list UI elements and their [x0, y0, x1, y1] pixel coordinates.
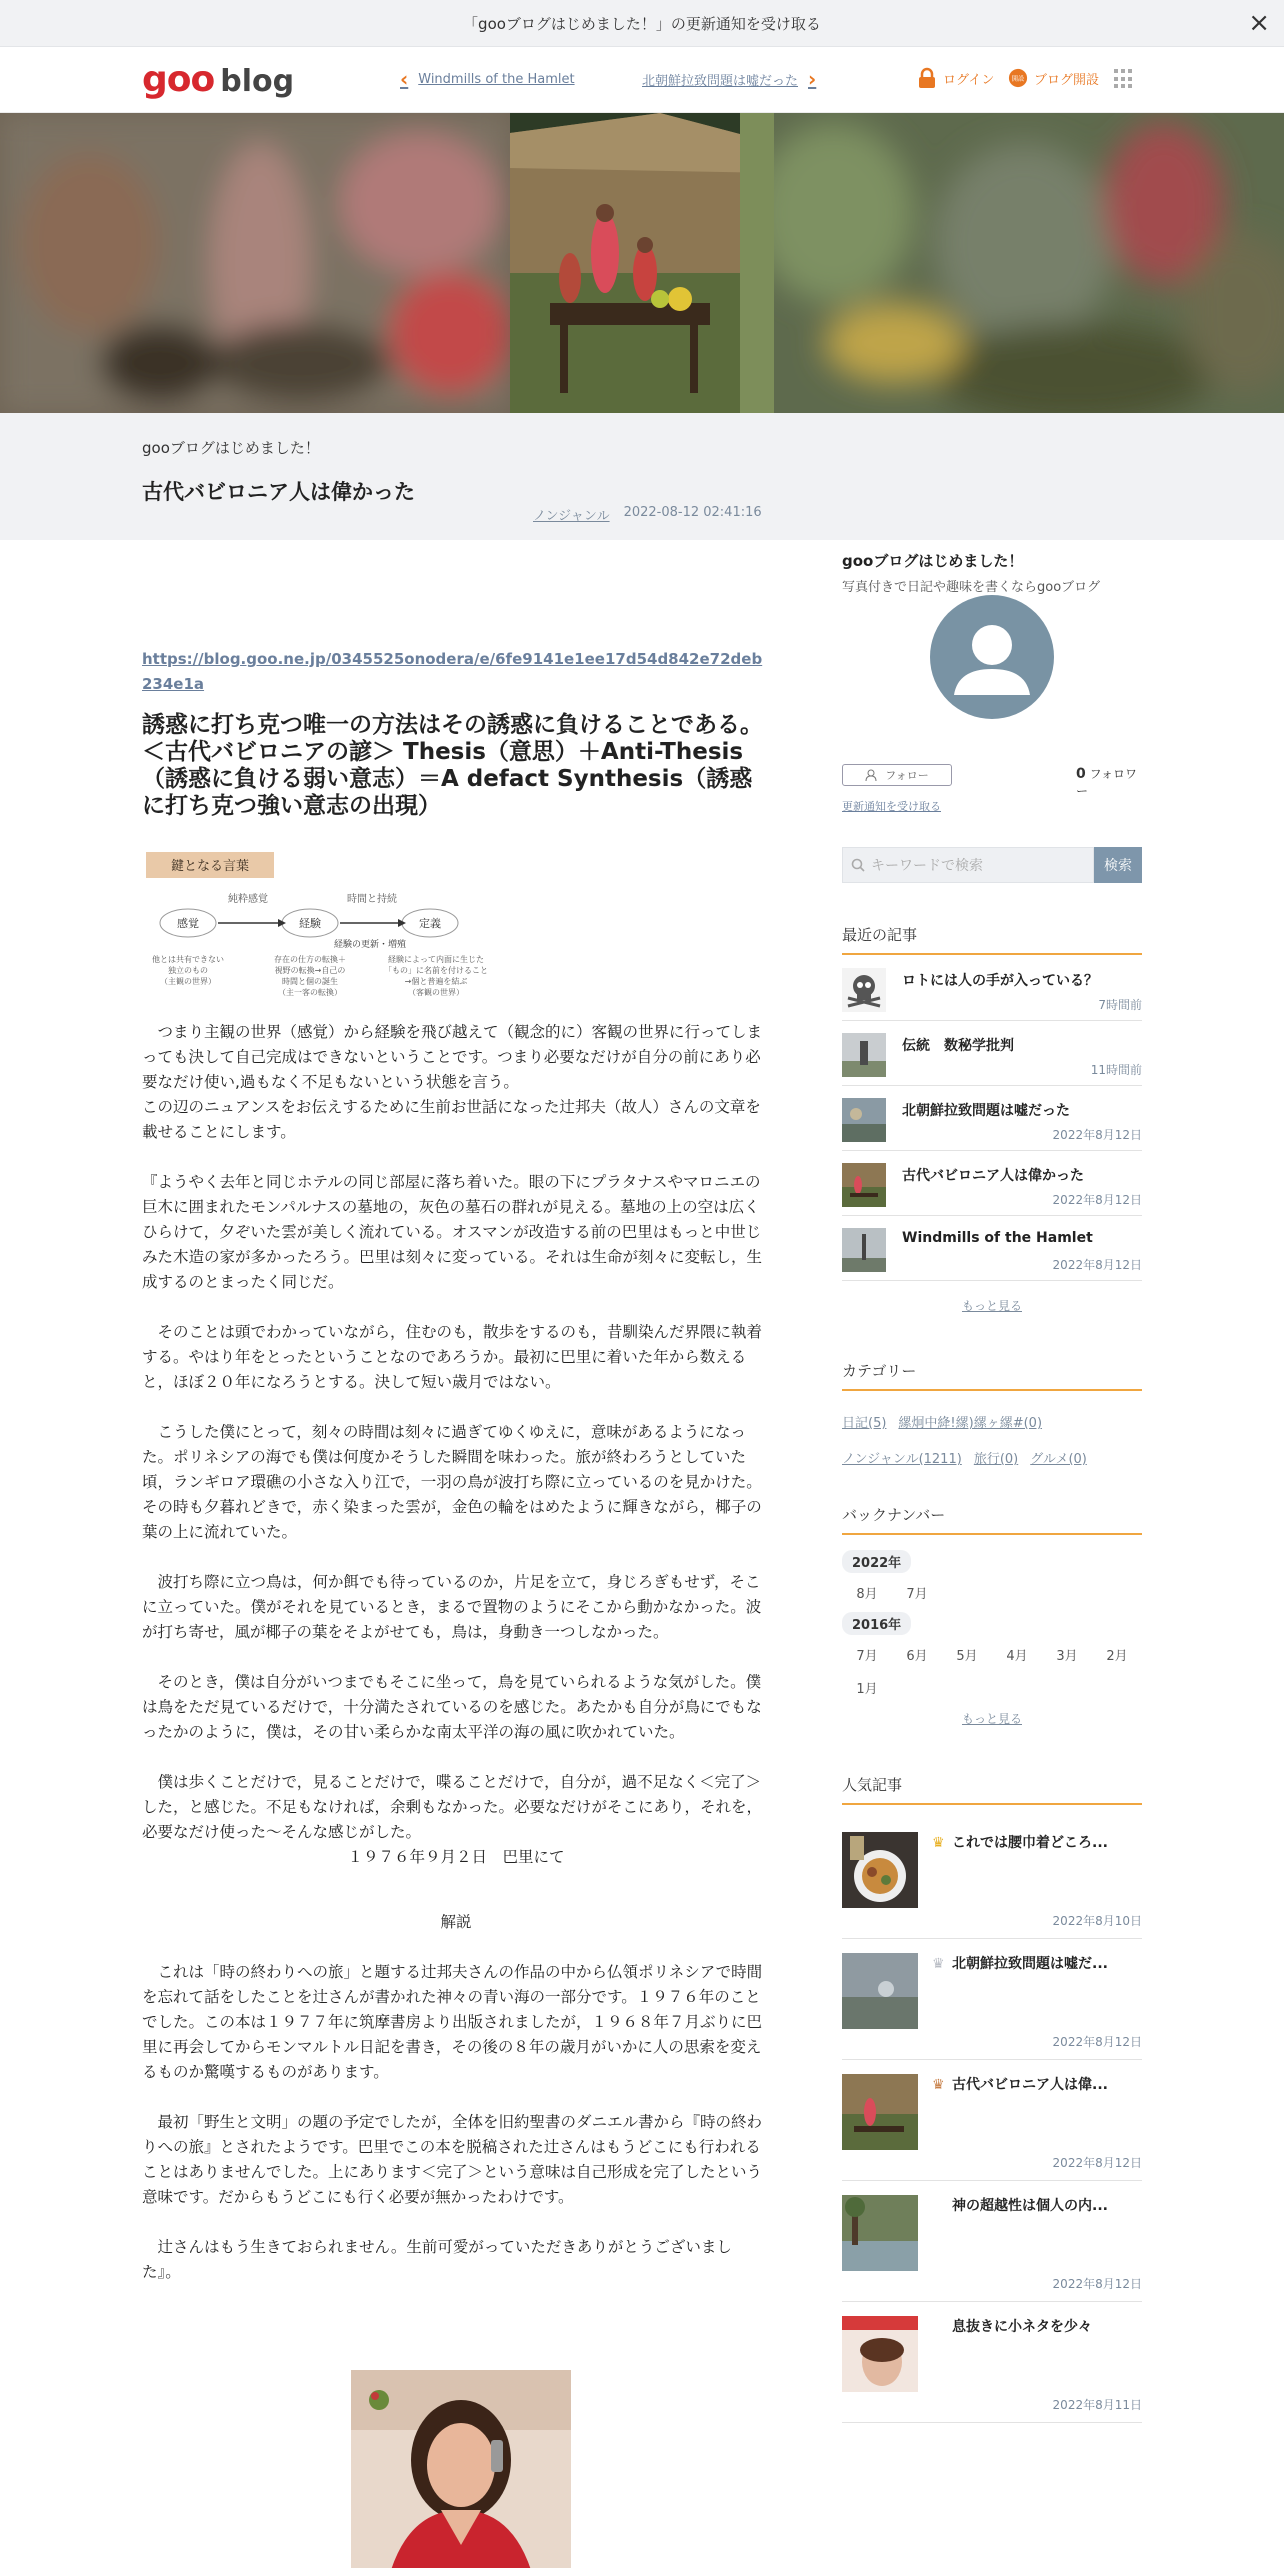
thumb-food	[842, 1832, 918, 1908]
follower-suffix: フォロワー	[1076, 767, 1137, 798]
logo-goo: goo	[142, 59, 215, 100]
svg-text:経験: 経験	[299, 917, 321, 930]
popular-title	[932, 2316, 1092, 2336]
paragraph: 『ようやく去年と同じホテルの同じ部屋に落ち着いた。眼の下にプラタナスやマロニエの巨木に囲まれたモンパルナスの墓地の，灰色の墓石の群れが見える。墓地の上の空は広くひらけて，夕ぞいた雲が美しく流れている。オスマンが改造する前の巴里はもっと中世じみた木造の家が多かったろう。巴里は刻々に変っている。それは生命が刻々に変転し，生成するのとまったく同じだ。	[142, 1173, 763, 1291]
thumb-photo	[842, 2074, 918, 2150]
svg-text:他とは共有できない独立のもの（主観の世界）: 他とは共有できない独立のもの（主観の世界）	[152, 955, 224, 986]
month-link[interactable]: 5月	[956, 1649, 978, 1664]
recent-title: 伝統 数秘学批判	[902, 1038, 1014, 1054]
header-image	[0, 113, 1284, 413]
svg-text:時間と持続: 時間と持続	[347, 894, 397, 905]
next-entry-link[interactable]	[642, 67, 816, 91]
paragraph: 波打ち際に立つ鳥は，何か餌でも待っているのか，片足を立て，身じろぎもせず，そこに立っていた。僕がそれを見ているとき，まるで置物のようにそこから動かなかった。波が打ち寄せ，風が椰子の葉をそよがせても，鳥は，身動き一つしなかった。	[142, 1573, 762, 1641]
open-blog-icon	[1008, 67, 1028, 89]
category-link[interactable]: 旅行(0)	[973, 1452, 1019, 1467]
month-link[interactable]: 3月	[1056, 1649, 1078, 1664]
month-link[interactable]: 2月	[1106, 1649, 1128, 1664]
commentary-paragraph: 辻さんはもう生きておられません。生前可愛がっていただきありがとうございました』。	[142, 2238, 732, 2281]
search-input[interactable]	[842, 847, 1094, 883]
popular-title-text: 北朝鮮拉致問題は嘘だ...	[952, 1956, 1108, 1972]
article-text	[142, 1020, 770, 2310]
follow-label: フォロー	[885, 769, 929, 782]
paragraph: 僕は歩くことだけで，見ることだけで，喋ることだけで，自分が，過不足なく＜完了＞した，と感じた。不足もなければ，余剰もなかった。必要なだけがそこにあり，それを，必要なだけ使った～そんな感じがした。	[142, 1773, 763, 1841]
list-item[interactable]	[842, 2181, 1142, 2302]
recent-title: Windmills of the Hamlet	[902, 1230, 1093, 1246]
article-photo	[351, 2370, 571, 2568]
popular-title	[932, 1832, 1108, 1852]
header-photo	[510, 113, 774, 413]
recent-heading: 最近の記事	[842, 924, 1142, 955]
entry-datetime: 2022-08-12 02:41:16	[623, 505, 762, 520]
commentary-paragraph: これは「時の終わりへの旅」と題する辻邦夫さんの作品の中から仏領ポリネシアで時間を忘れて話をしたことを辻さんが書かれた神々の青い海の一部分です。１９７６年のことでした。この本は１９７７年に筑摩書房より出版されましたが，１９６８年７月ぶりに巴里に再会してからモンマルトル日記を書き，その後の８年の歳月がいかに人の思索を変えるものか驚嘆するものがあります。	[142, 1963, 763, 2081]
thumb-photo	[842, 1953, 918, 2029]
site-header	[0, 47, 1284, 113]
sidebar-blog-desc: 写真付きで日記や趣味を書くならgooブログ	[842, 580, 1101, 595]
list-item[interactable]	[842, 2302, 1142, 2423]
popular-title-text: 古代バビロニア人は偉...	[952, 2077, 1108, 2093]
recent-time: 7時間前	[1098, 998, 1142, 1012]
login-label: ログイン	[943, 72, 995, 88]
lock-icon	[917, 67, 937, 89]
thumb-photo	[842, 1098, 886, 1142]
blog-name[interactable]: gooブログはじめました！	[142, 439, 320, 457]
popular-title-text: 息抜きに小ネタを少々	[952, 2319, 1092, 2335]
recent-list	[842, 956, 1142, 1281]
recent-title: 古代バビロニア人は偉かった	[902, 1168, 1084, 1184]
popular-title-text: 神の超越性は個人の内...	[952, 2198, 1108, 2214]
category-link[interactable]: ノンジャンル(1211)	[842, 1452, 962, 1467]
search-form	[842, 847, 1142, 883]
backnumber-heading: バックナンバー	[842, 1504, 1142, 1535]
signature: １９７６年９月２日 巴里にて	[347, 1848, 565, 1866]
entry-category-link[interactable]: ノンジャンル	[533, 509, 610, 524]
key-words-diagram	[146, 852, 546, 1006]
backnumber-more-link[interactable]: もっと見る	[961, 1712, 1022, 1726]
search-placeholder: キーワードで検索	[871, 858, 983, 874]
entry-title: 古代バビロニア人は偉かった	[142, 480, 415, 504]
list-item[interactable]	[842, 1151, 1142, 1216]
commentary-paragraph: 最初「野生と文明」の題の予定でしたが，全体を旧約聖書のダニエル書から『時の終わりへの旅』とされたようです。巴里でこの本を脱稿された辻さんはもうどこにも行われることはありませんでした。上にあります＜完了＞という意味は自己形成を完了したという意味です。だからもうどこにも行く必要が無かったわけです。	[142, 2113, 763, 2206]
month-link[interactable]: 1月	[856, 1682, 878, 1697]
prev-entry-label: Windmills of the Hamlet	[418, 71, 575, 87]
notify-link[interactable]: 更新通知を受け取る	[842, 800, 941, 813]
rank-crown-icon: ♛	[932, 1956, 945, 1972]
logo-blog: blog	[220, 64, 295, 99]
month-link[interactable]: 6月	[906, 1649, 928, 1664]
thumb-photo	[842, 1163, 886, 1207]
recent-time: 2022年8月12日	[1052, 1193, 1142, 1207]
recent-time: 11時間前	[1090, 1063, 1142, 1077]
blurred-header-left	[0, 113, 510, 413]
next-entry-label: 北朝鮮拉致問題は嘘だった	[642, 73, 799, 89]
diagram-header: 鍵となる言葉	[170, 859, 250, 874]
paragraph: そのことは頭でわかっていながら，住むのも，散歩をするのも，昔馴染んだ界隈に執着する。やはり年をとったということなのであろうか。最初に巴里に着いた年から数えると，ほぼ２０年になろうとする。決して短い歳月ではない。	[142, 1323, 763, 1391]
categories-heading: カテゴリー	[842, 1360, 1142, 1391]
category-link[interactable]: 縲炯中絳!縲)縲ヶ縲#(0)	[898, 1416, 1043, 1431]
commentary-heading: 解説	[440, 1913, 472, 1931]
thumb-photo	[842, 2195, 918, 2271]
close-icon[interactable]: ×	[1248, 8, 1270, 38]
article-headline: 誘惑に打ち克つ唯一の方法はその誘惑に負けることである。＜古代バビロニアの諺＞ Thesis（意思）＋Anti-Thesis（誘惑に負ける弱い意志）＝A defact Synthesis（誘惑に打ち克つ強い意志の出現）	[142, 712, 763, 819]
month-link[interactable]: 8月	[856, 1587, 878, 1602]
list-item[interactable]	[842, 2060, 1142, 2181]
svg-text:定義: 定義	[419, 917, 441, 930]
notification-bar	[0, 0, 1284, 47]
prev-entry-link[interactable]	[400, 67, 575, 91]
search-icon	[851, 858, 865, 872]
open-blog-label: ブログ開設	[1034, 72, 1100, 88]
svg-text:純粋感覚: 純粋感覚	[228, 894, 268, 905]
svg-text:感覚: 感覚	[177, 917, 199, 930]
month-link[interactable]: 7月	[856, 1649, 878, 1664]
popular-list	[842, 1818, 1142, 2423]
chevron-left-icon: ‹	[400, 67, 409, 91]
login-button[interactable]	[917, 67, 994, 89]
recent-title: ロトには人の手が入っている？	[902, 973, 1098, 989]
svg-text:開設: 開設	[1011, 75, 1025, 83]
recent-time: 2022年8月12日	[1052, 1258, 1142, 1272]
goo-blog-logo[interactable]	[142, 59, 294, 99]
blurred-header-right	[774, 113, 1284, 413]
entry-title-band	[0, 413, 1284, 540]
thumb-magazine	[842, 2316, 918, 2392]
list-item[interactable]	[842, 1021, 1142, 1086]
follower-number: 0	[1076, 766, 1086, 782]
search-button[interactable]: 検索	[1094, 847, 1142, 883]
year-label[interactable]: 2016年	[842, 1612, 911, 1635]
popular-title	[932, 1953, 1108, 1973]
paragraph: こうした僕にとって，刻々の時間は刻々に過ぎてゆくゆえに，意味があるようになった。ポリネシアの海でも僕は何度かそうした瞬間を味わった。旅が終わろうとしていた頃，ランギロア環礁の小さな入り江で，一羽の鳥が波打ち際に立っているのを見かけた。その時も夕暮れどきで，赤く染まった雲が，金色の輪をはめたように輝きながら，椰子の葉の上に流れていた。	[142, 1423, 762, 1541]
avatar[interactable]	[930, 595, 1054, 719]
rank-crown-icon: ♛	[932, 1835, 945, 1851]
apps-grid-icon[interactable]	[1114, 69, 1134, 89]
thumb-photo	[842, 1228, 886, 1272]
list-item[interactable]	[842, 1086, 1142, 1151]
popular-title	[932, 2074, 1108, 2094]
rank-crown-icon: ♛	[932, 2077, 945, 2093]
recent-more-link[interactable]: もっと見る	[961, 1299, 1022, 1313]
notification-text[interactable]: 「gooブログはじめました！」の更新通知を受け取る	[463, 14, 821, 33]
svg-text:存在の仕方の転換＋視野の転換→自己の時間と個の誕生（主一客の: 存在の仕方の転換＋視野の転換→自己の時間と個の誕生（主一客の転換）	[274, 955, 346, 997]
permalink-link[interactable]: https://blog.goo.ne.jp/0345525onodera/e/6fe9141e1ee17d54d842e72deb234e1a	[142, 650, 763, 693]
paragraph: そのとき，僕は自分がいつまでもそこに坐って，鳥を見ていられるような気がした。僕は鳥をただ見ているだけで，十分満たされているのを感じた。あたかも自分が鳥にでもなったかのように，僕は，その甘い柔らかな南太平洋の海の風に吹かれていた。	[142, 1673, 762, 1741]
recent-time: 2022年8月12日	[1052, 1128, 1142, 1142]
popular-title	[932, 2195, 1108, 2215]
paragraph: つまり主観の世界（感覚）から経験を飛び越えて（観念的に）客観の世界に行ってしまっても決して自己完成はできないということです。つまり必要なだけが自分の前にあり必要なだけ使い,過もなく不足もないという状態を言う。 この辺のニュアンスをお伝えするために生前お世話になった辻邦夫（故人）さんの文章を載せることにします。	[142, 1023, 763, 1141]
list-item[interactable]	[842, 1818, 1142, 1939]
user-icon	[930, 595, 1054, 719]
category-link[interactable]: グルメ(0)	[1030, 1452, 1087, 1467]
recent-title: 北朝鮮拉致問題は嘘だった	[902, 1103, 1070, 1119]
chevron-right-icon: ›	[808, 67, 817, 91]
list-item[interactable]	[842, 1939, 1142, 2060]
category-link[interactable]: 日記(5)	[842, 1416, 887, 1431]
popular-title-text: これでは腰巾着どころ...	[952, 1835, 1108, 1851]
person-icon	[865, 769, 877, 781]
popular-date: 2022年8月12日	[1052, 2035, 1142, 2049]
entry-meta	[533, 505, 762, 524]
svg-text:経験によって内面に生じた「もの」に名前を付けること→個と普遍: 経験によって内面に生じた「もの」に名前を付けること→個と普遍を結ぶ（客観の世界）	[384, 955, 488, 997]
follow-button[interactable]	[842, 764, 952, 786]
category-list	[842, 1406, 1142, 1478]
popular-date: 2022年8月12日	[1052, 2277, 1142, 2291]
popular-date: 2022年8月11日	[1052, 2398, 1142, 2412]
month-link[interactable]: 4月	[1006, 1649, 1028, 1664]
thumb-skull	[842, 968, 886, 1012]
sidebar-blog-title[interactable]: gooブログはじめました！	[842, 552, 1024, 570]
follower-count	[1076, 765, 1142, 799]
popular-date: 2022年8月12日	[1052, 2156, 1142, 2170]
backnumber-list	[842, 1550, 1142, 1697]
year-label[interactable]: 2022年	[842, 1550, 911, 1573]
svg-text:経験の更新・増殖: 経験の更新・増殖	[333, 940, 407, 950]
list-item[interactable]	[842, 956, 1142, 1021]
list-item[interactable]	[842, 1216, 1142, 1281]
month-link[interactable]: 7月	[906, 1587, 928, 1602]
popular-date: 2022年8月10日	[1052, 1914, 1142, 1928]
open-blog-button[interactable]	[1008, 67, 1099, 89]
thumb-photo	[842, 1033, 886, 1077]
popular-heading: 人気記事	[842, 1774, 1142, 1805]
